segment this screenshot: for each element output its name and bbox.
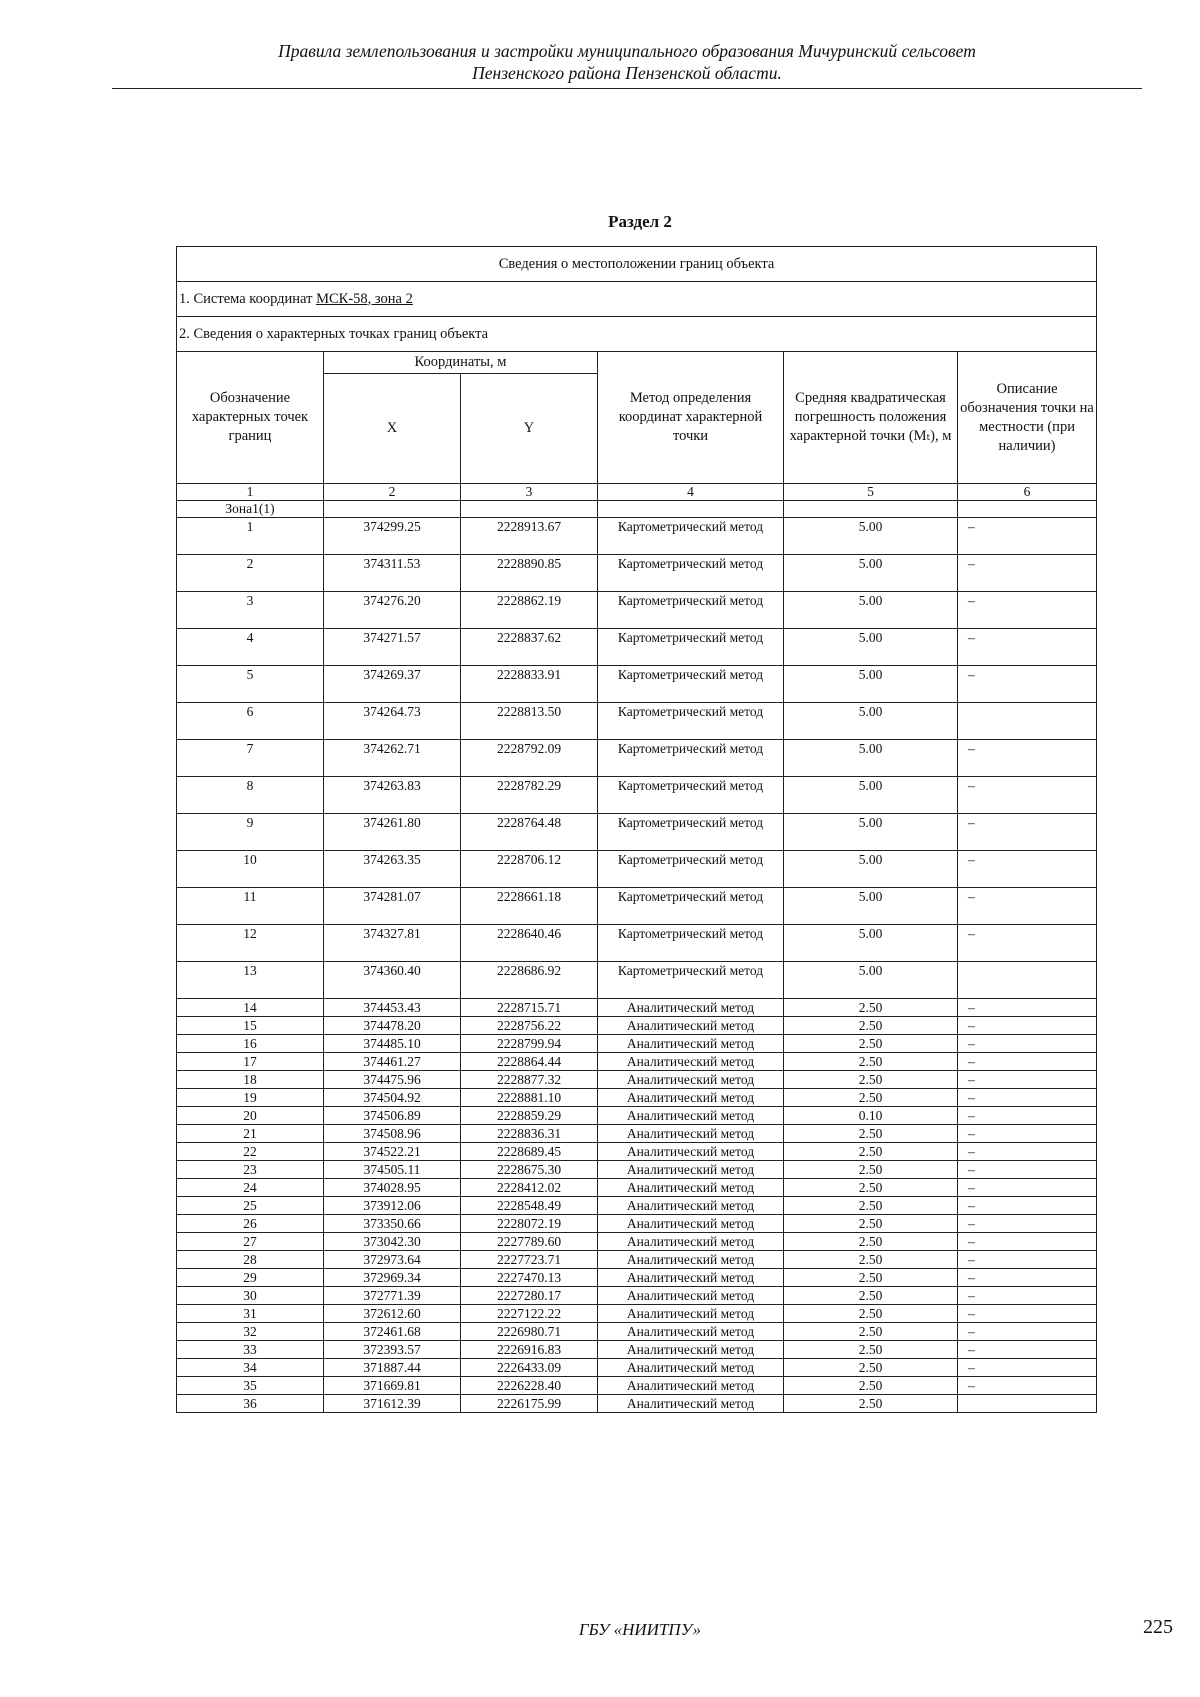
description-cell: – — [958, 777, 1097, 814]
error-cell: 2.50 — [784, 1377, 958, 1395]
point-number: 8 — [177, 777, 324, 814]
table-row — [177, 1395, 1097, 1413]
table-row — [177, 999, 1097, 1017]
table-row — [177, 1359, 1097, 1377]
point-number: 34 — [177, 1359, 324, 1377]
coord-y: 2228813.50 — [461, 703, 598, 740]
point-number: 29 — [177, 1269, 324, 1287]
col-header-method: Метод определения координат характерной точки — [598, 352, 784, 484]
point-number: 24 — [177, 1179, 324, 1197]
method-cell: Аналитический метод — [598, 1341, 784, 1359]
col-number: 5 — [784, 484, 958, 501]
error-cell: 5.00 — [784, 962, 958, 999]
table-row — [177, 888, 1097, 925]
description-cell: – — [958, 1089, 1097, 1107]
description-cell: – — [958, 1107, 1097, 1125]
method-cell: Картометрический метод — [598, 851, 784, 888]
col-header-coordinates: Координаты, м — [324, 352, 598, 374]
method-cell: Аналитический метод — [598, 1287, 784, 1305]
error-cell: 5.00 — [784, 555, 958, 592]
point-number: 14 — [177, 999, 324, 1017]
error-cell: 2.50 — [784, 1197, 958, 1215]
boundary-points-table — [176, 246, 1097, 1413]
method-cell: Картометрический метод — [598, 703, 784, 740]
header-line-2: Пензенского района Пензенской области. — [472, 63, 782, 83]
error-cell: 5.00 — [784, 777, 958, 814]
coord-x: 372969.34 — [324, 1269, 461, 1287]
coord-x: 374327.81 — [324, 925, 461, 962]
table-row — [177, 1161, 1097, 1179]
point-number: 17 — [177, 1053, 324, 1071]
coord-y: 2228837.62 — [461, 629, 598, 666]
table-row — [177, 777, 1097, 814]
col-header-designation: Обозначение характерных точек границ — [177, 352, 324, 484]
table-row — [177, 518, 1097, 555]
point-number: 25 — [177, 1197, 324, 1215]
coord-x: 373350.66 — [324, 1215, 461, 1233]
table-row — [177, 1053, 1097, 1071]
coord-x: 374506.89 — [324, 1107, 461, 1125]
error-cell: 2.50 — [784, 1233, 958, 1251]
table-row — [177, 1143, 1097, 1161]
coord-x: 374281.07 — [324, 888, 461, 925]
table-row — [177, 1107, 1097, 1125]
col-number: 3 — [461, 484, 598, 501]
point-number: 18 — [177, 1071, 324, 1089]
coord-x: 374505.11 — [324, 1161, 461, 1179]
point-number: 2 — [177, 555, 324, 592]
coord-y: 2228913.67 — [461, 518, 598, 555]
description-cell: – — [958, 592, 1097, 629]
method-cell: Аналитический метод — [598, 1035, 784, 1053]
point-number: 35 — [177, 1377, 324, 1395]
coord-x: 374262.71 — [324, 740, 461, 777]
point-number: 33 — [177, 1341, 324, 1359]
crs-value: МСК-58, зона 2 — [316, 290, 413, 307]
coord-y: 2227723.71 — [461, 1251, 598, 1269]
point-number: 22 — [177, 1143, 324, 1161]
table-row — [177, 1215, 1097, 1233]
coord-y: 2228792.09 — [461, 740, 598, 777]
running-header — [112, 40, 1142, 84]
point-number: 12 — [177, 925, 324, 962]
method-cell: Картометрический метод — [598, 962, 784, 999]
table-row — [177, 555, 1097, 592]
table-row — [177, 1035, 1097, 1053]
point-number: 16 — [177, 1035, 324, 1053]
description-cell — [958, 1395, 1097, 1413]
point-number: 9 — [177, 814, 324, 851]
coord-y: 2228881.10 — [461, 1089, 598, 1107]
point-number: 36 — [177, 1395, 324, 1413]
point-number: 26 — [177, 1215, 324, 1233]
section-title: Раздел 2 — [608, 212, 672, 231]
error-cell: 5.00 — [784, 666, 958, 703]
col-header-y: Y — [461, 374, 598, 484]
coord-x: 374269.37 — [324, 666, 461, 703]
coord-y: 2228799.94 — [461, 1035, 598, 1053]
description-cell: – — [958, 1215, 1097, 1233]
point-number: 31 — [177, 1305, 324, 1323]
coord-y: 2228756.22 — [461, 1017, 598, 1035]
method-cell: Аналитический метод — [598, 1053, 784, 1071]
error-cell: 5.00 — [784, 925, 958, 962]
error-cell: 2.50 — [784, 1143, 958, 1161]
crs-label: 1. Система координат — [179, 290, 317, 307]
method-cell: Аналитический метод — [598, 1395, 784, 1413]
coord-y: 2227789.60 — [461, 1233, 598, 1251]
coord-x: 371612.39 — [324, 1395, 461, 1413]
coord-x: 373912.06 — [324, 1197, 461, 1215]
coord-y: 2228706.12 — [461, 851, 598, 888]
method-cell: Картометрический метод — [598, 518, 784, 555]
point-number: 11 — [177, 888, 324, 925]
error-cell: 5.00 — [784, 740, 958, 777]
error-cell: 2.50 — [784, 1071, 958, 1089]
error-cell: 2.50 — [784, 1125, 958, 1143]
coord-y: 2228859.29 — [461, 1107, 598, 1125]
error-cell: 2.50 — [784, 1161, 958, 1179]
coord-x: 372973.64 — [324, 1251, 461, 1269]
description-cell: – — [958, 1233, 1097, 1251]
coord-x: 374485.10 — [324, 1035, 461, 1053]
error-cell: 2.50 — [784, 1341, 958, 1359]
method-cell: Картометрический метод — [598, 888, 784, 925]
point-number: 21 — [177, 1125, 324, 1143]
coord-x: 374261.80 — [324, 814, 461, 851]
error-cell: 2.50 — [784, 1287, 958, 1305]
description-cell: – — [958, 1323, 1097, 1341]
coord-x: 374504.92 — [324, 1089, 461, 1107]
page-number: 225 — [1143, 1616, 1173, 1638]
coord-x: 374311.53 — [324, 555, 461, 592]
description-cell: – — [958, 740, 1097, 777]
method-cell: Аналитический метод — [598, 1323, 784, 1341]
method-cell: Картометрический метод — [598, 925, 784, 962]
coord-y: 2226433.09 — [461, 1359, 598, 1377]
point-number: 28 — [177, 1251, 324, 1269]
method-cell: Картометрический метод — [598, 629, 784, 666]
point-number: 27 — [177, 1233, 324, 1251]
method-cell: Картометрический метод — [598, 777, 784, 814]
error-cell: 2.50 — [784, 1251, 958, 1269]
table-row — [177, 814, 1097, 851]
point-number: 6 — [177, 703, 324, 740]
error-cell: 2.50 — [784, 1035, 958, 1053]
coord-y: 2228689.45 — [461, 1143, 598, 1161]
error-cell: 2.50 — [784, 1053, 958, 1071]
coord-y: 2228675.30 — [461, 1161, 598, 1179]
method-cell: Аналитический метод — [598, 1305, 784, 1323]
coord-y: 2228715.71 — [461, 999, 598, 1017]
description-cell: – — [958, 666, 1097, 703]
coord-x: 374522.21 — [324, 1143, 461, 1161]
method-cell: Картометрический метод — [598, 740, 784, 777]
method-cell: Аналитический метод — [598, 1251, 784, 1269]
method-cell: Аналитический метод — [598, 1089, 784, 1107]
error-cell: 5.00 — [784, 888, 958, 925]
coord-y: 2228764.48 — [461, 814, 598, 851]
coord-y: 2228072.19 — [461, 1215, 598, 1233]
error-cell: 2.50 — [784, 1323, 958, 1341]
error-cell: 2.50 — [784, 1017, 958, 1035]
zone-row — [177, 501, 1097, 518]
coord-x: 374271.57 — [324, 629, 461, 666]
point-number: 30 — [177, 1287, 324, 1305]
coord-y: 2226228.40 — [461, 1377, 598, 1395]
coord-y: 2228862.19 — [461, 592, 598, 629]
col-header-description: Описание обозначения точки на местности (при наличии) — [958, 352, 1097, 484]
method-cell: Аналитический метод — [598, 1359, 784, 1377]
description-cell — [958, 703, 1097, 740]
coord-x: 374276.20 — [324, 592, 461, 629]
description-cell — [958, 962, 1097, 999]
error-cell: 2.50 — [784, 1089, 958, 1107]
error-cell: 2.50 — [784, 999, 958, 1017]
point-number: 10 — [177, 851, 324, 888]
description-cell: – — [958, 1035, 1097, 1053]
method-cell: Аналитический метод — [598, 999, 784, 1017]
method-cell: Аналитический метод — [598, 1143, 784, 1161]
table-row — [177, 1269, 1097, 1287]
coord-y: 2228548.49 — [461, 1197, 598, 1215]
description-cell: – — [958, 1287, 1097, 1305]
table-row — [177, 962, 1097, 999]
description-cell: – — [958, 1341, 1097, 1359]
description-cell: – — [958, 925, 1097, 962]
crs-row — [177, 282, 1097, 317]
description-cell: – — [958, 555, 1097, 592]
point-number: 4 — [177, 629, 324, 666]
coord-x: 374461.27 — [324, 1053, 461, 1071]
point-number: 32 — [177, 1323, 324, 1341]
method-cell: Аналитический метод — [598, 1017, 784, 1035]
coord-y: 2228686.92 — [461, 962, 598, 999]
table-row — [177, 1305, 1097, 1323]
col-number: 1 — [177, 484, 324, 501]
coord-x: 372393.57 — [324, 1341, 461, 1359]
zone-label: Зона1(1) — [177, 501, 324, 518]
method-cell: Аналитический метод — [598, 1179, 784, 1197]
method-cell: Аналитический метод — [598, 1197, 784, 1215]
method-cell: Картометрический метод — [598, 666, 784, 703]
table-title: Сведения о местоположении границ объекта — [177, 247, 1097, 282]
coord-x: 374453.43 — [324, 999, 461, 1017]
description-cell: – — [958, 518, 1097, 555]
point-number: 23 — [177, 1161, 324, 1179]
description-cell: – — [958, 1377, 1097, 1395]
description-cell: – — [958, 1053, 1097, 1071]
description-cell: – — [958, 888, 1097, 925]
coord-x: 372461.68 — [324, 1323, 461, 1341]
coord-y: 2228661.18 — [461, 888, 598, 925]
coord-y: 2228864.44 — [461, 1053, 598, 1071]
point-number: 15 — [177, 1017, 324, 1035]
method-cell: Аналитический метод — [598, 1269, 784, 1287]
description-cell: – — [958, 629, 1097, 666]
error-cell: 2.50 — [784, 1395, 958, 1413]
method-cell: Аналитический метод — [598, 1125, 784, 1143]
coord-y: 2228640.46 — [461, 925, 598, 962]
description-cell: – — [958, 1161, 1097, 1179]
description-cell: – — [958, 1197, 1097, 1215]
coord-y: 2227470.13 — [461, 1269, 598, 1287]
error-cell: 2.50 — [784, 1179, 958, 1197]
table-row — [177, 1089, 1097, 1107]
method-cell: Аналитический метод — [598, 1215, 784, 1233]
description-cell: – — [958, 814, 1097, 851]
coord-y: 2226980.71 — [461, 1323, 598, 1341]
coord-y: 2228833.91 — [461, 666, 598, 703]
description-cell: – — [958, 1143, 1097, 1161]
error-cell: 5.00 — [784, 703, 958, 740]
coord-x: 371887.44 — [324, 1359, 461, 1377]
description-cell: – — [958, 1251, 1097, 1269]
table-row — [177, 703, 1097, 740]
point-number: 5 — [177, 666, 324, 703]
coord-x: 374475.96 — [324, 1071, 461, 1089]
error-cell: 2.50 — [784, 1215, 958, 1233]
coord-y: 2228890.85 — [461, 555, 598, 592]
coord-y: 2226175.99 — [461, 1395, 598, 1413]
table-row — [177, 1071, 1097, 1089]
coord-x: 374299.25 — [324, 518, 461, 555]
error-cell: 5.00 — [784, 629, 958, 666]
coord-y: 2228782.29 — [461, 777, 598, 814]
description-cell: – — [958, 851, 1097, 888]
column-numbers-row — [177, 484, 1097, 501]
table-row — [177, 1017, 1097, 1035]
method-cell: Аналитический метод — [598, 1233, 784, 1251]
method-cell: Аналитический метод — [598, 1377, 784, 1395]
col-number: 4 — [598, 484, 784, 501]
coord-x: 374263.35 — [324, 851, 461, 888]
method-cell: Картометрический метод — [598, 592, 784, 629]
coord-x: 374508.96 — [324, 1125, 461, 1143]
coord-x: 372612.60 — [324, 1305, 461, 1323]
point-number: 3 — [177, 592, 324, 629]
coord-x: 372771.39 — [324, 1287, 461, 1305]
error-cell: 0.10 — [784, 1107, 958, 1125]
error-cell: 2.50 — [784, 1269, 958, 1287]
table-row — [177, 851, 1097, 888]
coord-y: 2226916.83 — [461, 1341, 598, 1359]
table-row — [177, 1125, 1097, 1143]
col-number: 2 — [324, 484, 461, 501]
table-row — [177, 592, 1097, 629]
header-rule — [112, 88, 1142, 89]
col-header-error: Средняя квадратическая погрешность положения характерной точки (Mₜ), м — [784, 352, 958, 484]
coord-y: 2228412.02 — [461, 1179, 598, 1197]
method-cell: Картометрический метод — [598, 814, 784, 851]
method-cell: Аналитический метод — [598, 1107, 784, 1125]
error-cell: 2.50 — [784, 1359, 958, 1377]
table-row — [177, 1179, 1097, 1197]
coord-y: 2228877.32 — [461, 1071, 598, 1089]
coord-y: 2227280.17 — [461, 1287, 598, 1305]
error-cell: 5.00 — [784, 851, 958, 888]
coord-x: 374478.20 — [324, 1017, 461, 1035]
description-cell: – — [958, 1017, 1097, 1035]
col-number: 6 — [958, 484, 1097, 501]
description-cell: – — [958, 999, 1097, 1017]
header-line-1: Правила землепользования и застройки муниципального образования Мичуринский сельсовет — [278, 41, 976, 61]
error-cell: 2.50 — [784, 1305, 958, 1323]
description-cell: – — [958, 1305, 1097, 1323]
coord-x: 374028.95 — [324, 1179, 461, 1197]
coord-y: 2227122.22 — [461, 1305, 598, 1323]
col-header-x: X — [324, 374, 461, 484]
table-row — [177, 666, 1097, 703]
table-row — [177, 1323, 1097, 1341]
table-row — [177, 629, 1097, 666]
table-row — [177, 1251, 1097, 1269]
coord-x: 374360.40 — [324, 962, 461, 999]
error-cell: 5.00 — [784, 592, 958, 629]
table-row — [177, 1341, 1097, 1359]
table-row — [177, 1287, 1097, 1305]
description-cell: – — [958, 1359, 1097, 1377]
footer-org: ГБУ «НИИТПУ» — [578, 1620, 702, 1639]
description-cell: – — [958, 1269, 1097, 1287]
description-cell: – — [958, 1125, 1097, 1143]
point-number: 20 — [177, 1107, 324, 1125]
error-cell: 5.00 — [784, 814, 958, 851]
method-cell: Аналитический метод — [598, 1071, 784, 1089]
table-row — [177, 740, 1097, 777]
table-row — [177, 1233, 1097, 1251]
table-row — [177, 925, 1097, 962]
point-number: 1 — [177, 518, 324, 555]
method-cell: Аналитический метод — [598, 1161, 784, 1179]
point-number: 7 — [177, 740, 324, 777]
table-row — [177, 1377, 1097, 1395]
coord-x: 371669.81 — [324, 1377, 461, 1395]
error-cell: 5.00 — [784, 518, 958, 555]
method-cell: Картометрический метод — [598, 555, 784, 592]
coord-x: 373042.30 — [324, 1233, 461, 1251]
coord-y: 2228836.31 — [461, 1125, 598, 1143]
point-number: 19 — [177, 1089, 324, 1107]
description-cell: – — [958, 1071, 1097, 1089]
point-number: 13 — [177, 962, 324, 999]
points-caption: 2. Сведения о характерных точках границ объекта — [177, 317, 1097, 352]
coord-x: 374264.73 — [324, 703, 461, 740]
description-cell: – — [958, 1179, 1097, 1197]
coord-x: 374263.83 — [324, 777, 461, 814]
table-row — [177, 1197, 1097, 1215]
